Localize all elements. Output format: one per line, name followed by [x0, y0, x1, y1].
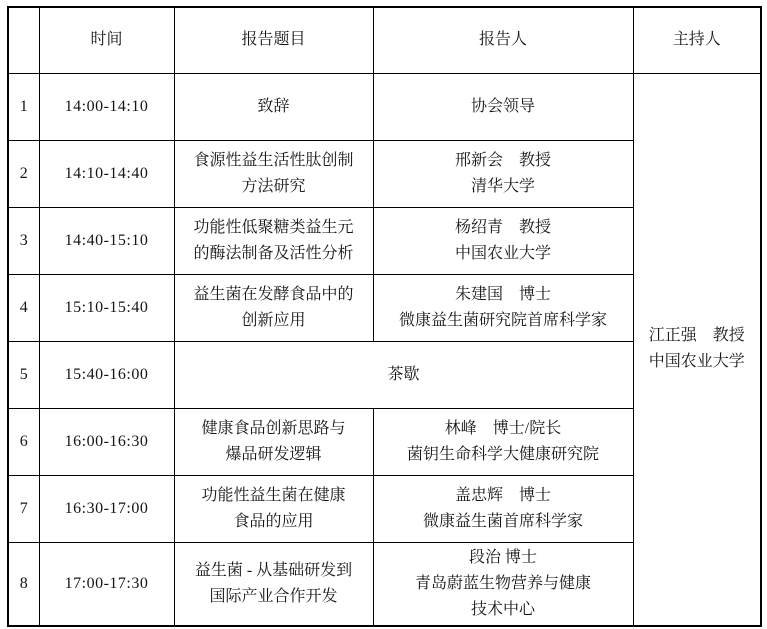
- speaker-line: 清华大学: [470, 177, 535, 195]
- title-cell: [174, 475, 373, 542]
- time-cell: 15:40-16:00: [39, 341, 174, 408]
- title-cell: [174, 207, 373, 274]
- speaker-line: 盖忠辉 博士: [454, 486, 551, 504]
- table-row: [8, 73, 761, 140]
- title-line: 的酶法制备及活性分析: [193, 244, 354, 262]
- title-cell: [174, 140, 373, 207]
- title-line: 食品的应用: [233, 512, 314, 530]
- row-number: 1: [8, 73, 39, 140]
- title-line: 国际产业合作开发: [209, 587, 338, 605]
- title-line: 致辞: [257, 97, 290, 115]
- speaker-cell: [373, 73, 633, 140]
- header-speaker: 报告人: [373, 7, 633, 73]
- title-cell: [174, 542, 373, 626]
- header-time: 时间: [39, 7, 174, 73]
- speaker-cell: [373, 274, 633, 341]
- title-line: 益生菌 - 从基础研发到: [194, 561, 353, 579]
- time-cell: 15:10-15:40: [39, 274, 174, 341]
- time-cell: 16:30-17:00: [39, 475, 174, 542]
- title-line: 功能性益生菌在健康: [201, 486, 346, 504]
- time-cell: 14:40-15:10: [39, 207, 174, 274]
- speaker-cell: [373, 475, 633, 542]
- agenda-table: [7, 6, 762, 627]
- row-number: 8: [8, 542, 39, 626]
- time-cell: 16:00-16:30: [39, 408, 174, 475]
- speaker-line: 段治 博士: [468, 548, 537, 566]
- title-line: 爆品研发逻辑: [225, 445, 322, 463]
- row-number: 3: [8, 207, 39, 274]
- host-name-line: 江正强 教授: [648, 327, 745, 344]
- title-line: 健康食品创新思路与: [201, 419, 346, 437]
- title-cell: [174, 408, 373, 475]
- header-host: 主持人: [633, 7, 761, 73]
- row-number: 4: [8, 274, 39, 341]
- speaker-cell: [373, 140, 633, 207]
- speaker-line: 微康益生菌首席科学家: [422, 512, 583, 530]
- row-number: 7: [8, 475, 39, 542]
- row-number: 6: [8, 408, 39, 475]
- speaker-line: 林峰 博士/院长: [444, 419, 562, 437]
- header-index: [8, 7, 39, 73]
- header-row: [8, 7, 761, 73]
- title-line: 创新应用: [241, 311, 306, 329]
- speaker-line: 协会领导: [470, 97, 535, 115]
- speaker-line: 青岛蔚蓝生物营养与健康: [414, 574, 591, 592]
- speaker-line: 邢新会 教授: [454, 151, 551, 169]
- speaker-line: 菌钥生命科学大健康研究院: [406, 445, 599, 463]
- title-cell: [174, 274, 373, 341]
- speaker-line: 中国农业大学: [454, 244, 551, 262]
- speaker-cell: [373, 408, 633, 475]
- time-cell: 14:00-14:10: [39, 73, 174, 140]
- host-cell: [633, 73, 761, 626]
- title-cell: [174, 73, 373, 140]
- header-title: 报告题目: [174, 7, 373, 73]
- speaker-line: 杨绍青 教授: [454, 218, 551, 236]
- tea-break-cell: 茶歇: [174, 341, 633, 408]
- speaker-line: 微康益生菌研究院首席科学家: [398, 311, 607, 329]
- speaker-cell: [373, 207, 633, 274]
- speaker-cell: [373, 542, 633, 626]
- speaker-line: 技术中心: [470, 600, 535, 618]
- title-line: 方法研究: [241, 177, 306, 195]
- row-number: 2: [8, 140, 39, 207]
- row-number: 5: [8, 341, 39, 408]
- title-line: 益生菌在发酵食品中的: [193, 285, 354, 303]
- speaker-line: 朱建国 博士: [454, 285, 551, 303]
- host-affiliation-line: 中国农业大学: [648, 353, 745, 370]
- time-cell: 17:00-17:30: [39, 542, 174, 626]
- title-line: 食源性益生活性肽创制: [193, 151, 354, 169]
- title-line: 功能性低聚糖类益生元: [193, 218, 354, 236]
- time-cell: 14:10-14:40: [39, 140, 174, 207]
